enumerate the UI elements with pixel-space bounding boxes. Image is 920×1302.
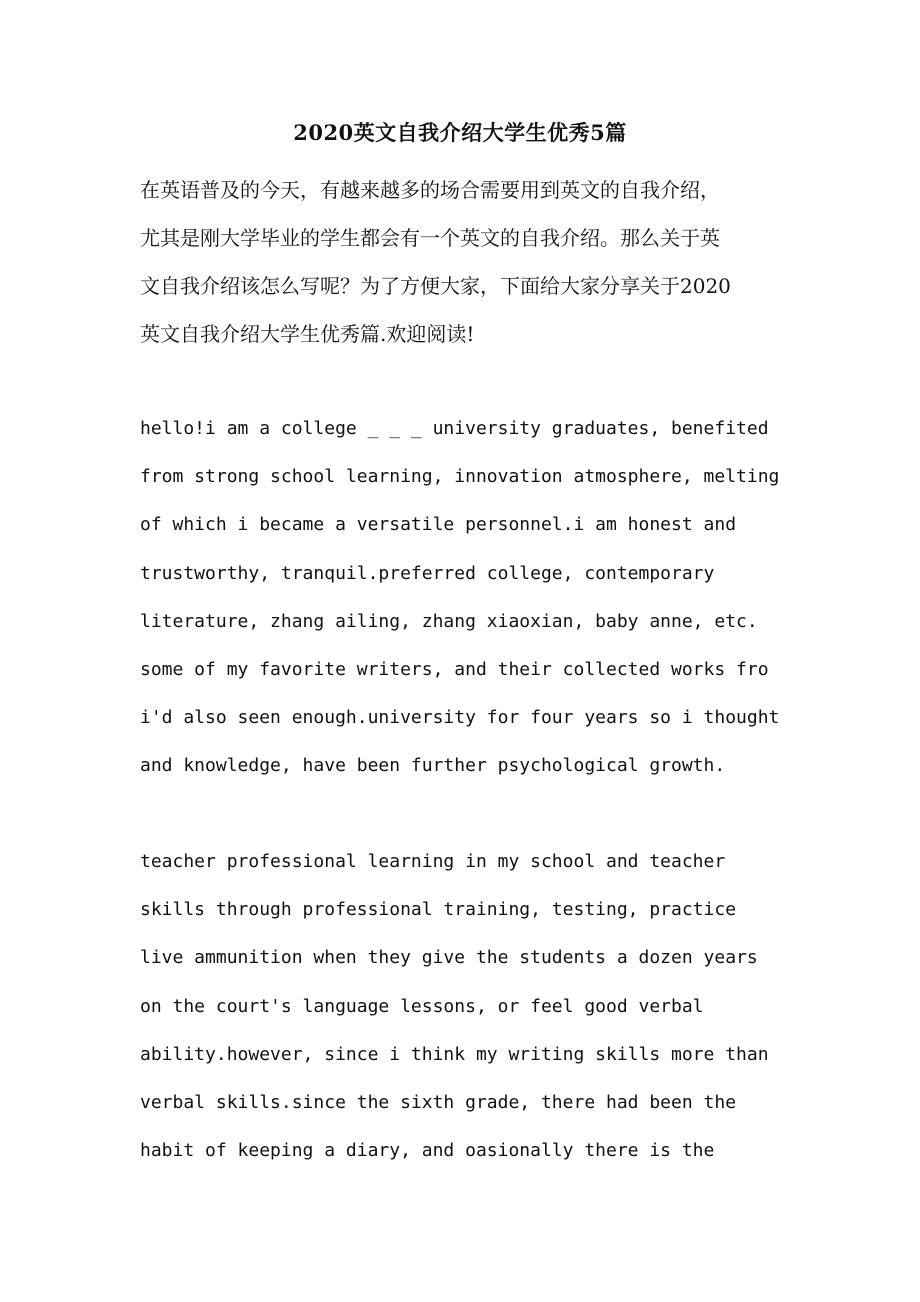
paragraph-line: habit of keeping a diary, and oasionally there is the: [140, 1140, 715, 1162]
intro-line: 文自我介绍该怎么写呢？为了方便大家，下面给大家分享关于2020: [140, 274, 731, 298]
paragraph-line: i'd also seen enough.university for four years so i thought: [140, 707, 780, 729]
paragraph-line: ability.however, since i think my writing skills more than: [140, 1043, 769, 1065]
intro-line: 在英语普及的今天，有越来越多的场合需要用到英文的自我介绍，: [140, 178, 720, 202]
paragraph-line: on the court's language lessons, or feel good verbal: [140, 995, 704, 1017]
paragraph-line: some of my favorite writers, and their collected works fro: [140, 658, 769, 680]
body-paragraph-1: [140, 405, 820, 791]
paragraph-line: literature, zhang ailing, zhang xiaoxian, baby anne, etc.: [140, 610, 758, 632]
paragraph-line: from strong school learning, innovation atmosphere, melting: [140, 466, 780, 488]
intro-line: 英文自我介绍大学生优秀篇.欢迎阅读!: [140, 322, 475, 346]
body-paragraph-2: [140, 838, 820, 1175]
paragraph-line: and knowledge, have been further psychological growth.: [140, 755, 726, 777]
paragraph-line: trustworthy, tranquil.preferred college, contemporary: [140, 562, 715, 584]
intro-line: 尤其是刚大学毕业的学生都会有一个英文的自我介绍。那么关于英: [140, 226, 720, 250]
intro-paragraph: [140, 166, 790, 358]
paragraph-line: of which i became a versatile personnel.i am honest and: [140, 514, 737, 536]
paragraph-line: live ammunition when they give the students a dozen years: [140, 947, 758, 969]
document-title: 2020英文自我介绍大学生优秀5篇: [293, 120, 627, 145]
paragraph-line: skills through professional training, testing, practice: [140, 899, 737, 921]
paragraph-line: hello!i am a college _ _ _ university graduates, benefited: [140, 418, 769, 439]
paragraph-line: teacher professional learning in my school and teacher: [140, 851, 726, 872]
paragraph-line: verbal skills.since the sixth grade, there had been the: [140, 1091, 737, 1113]
